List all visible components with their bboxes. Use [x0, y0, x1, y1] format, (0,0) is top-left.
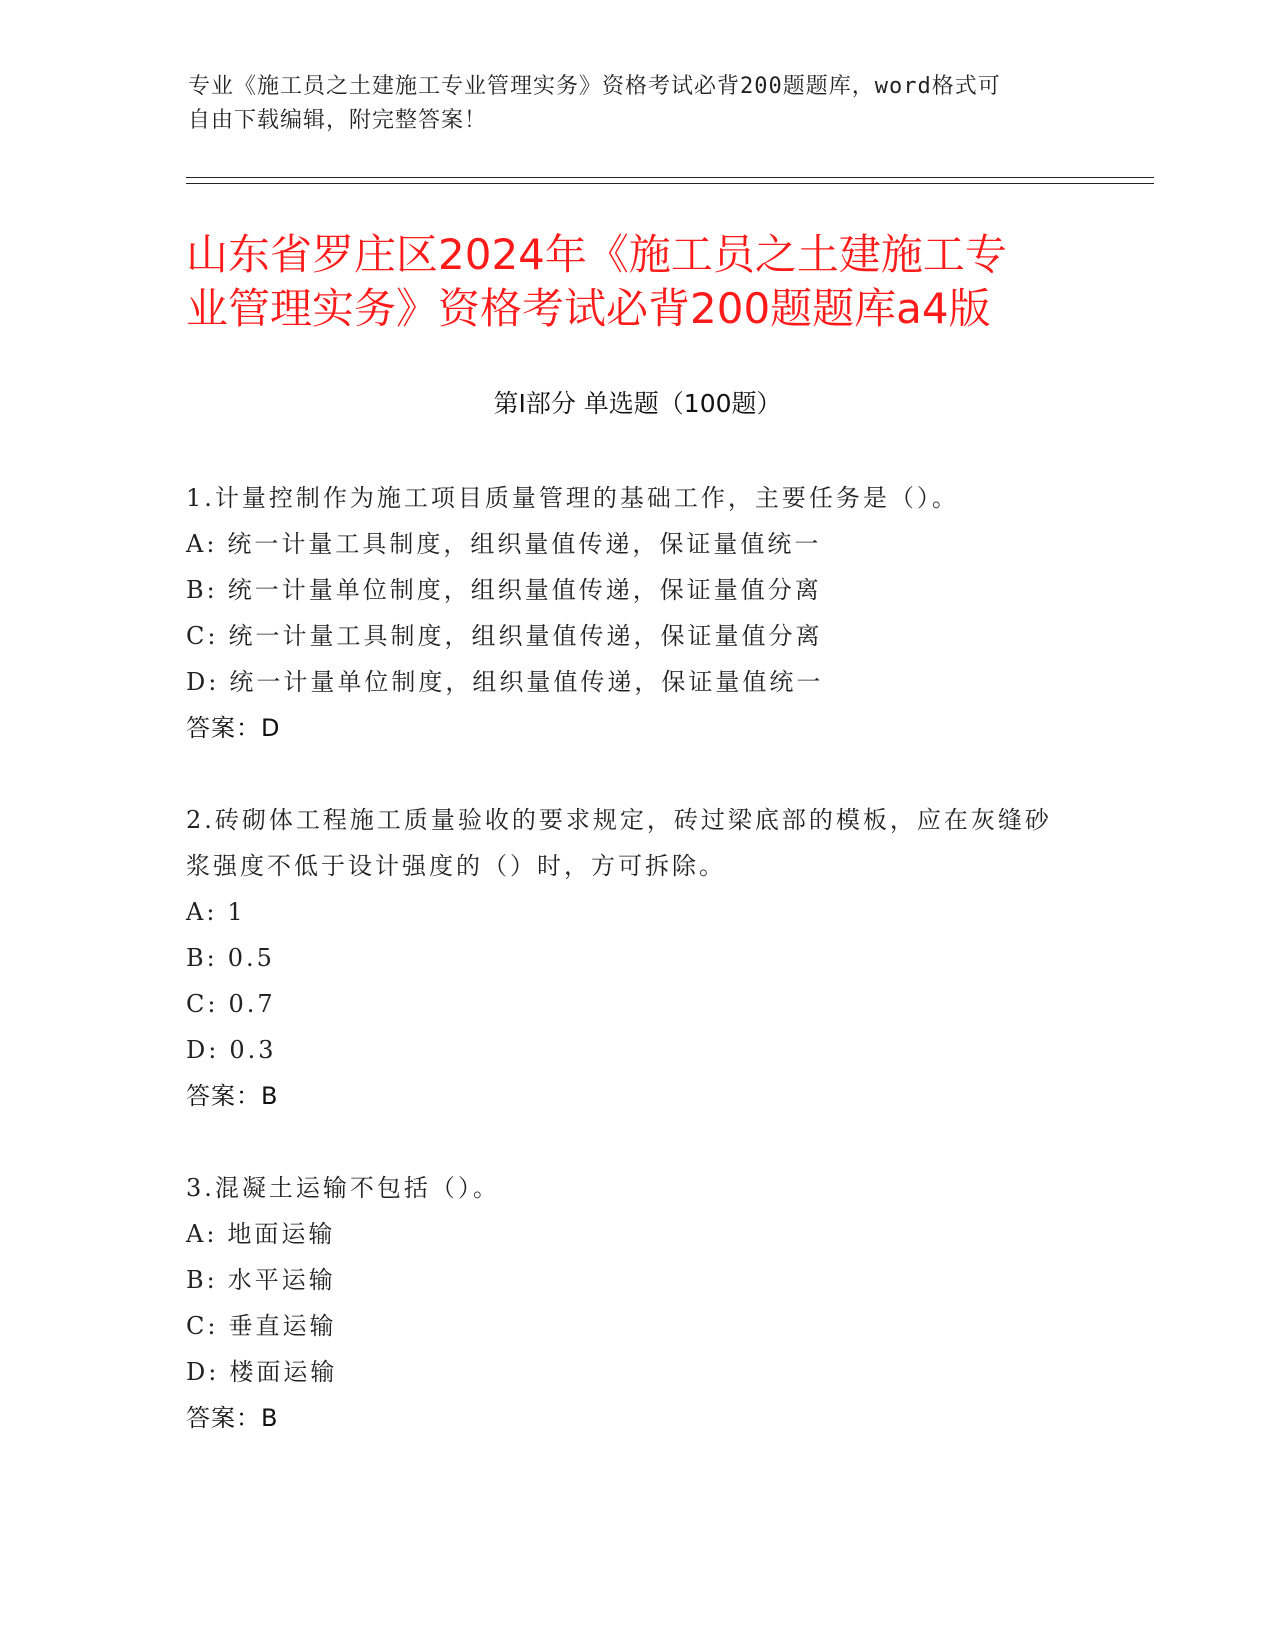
- option-b: [186, 935, 1076, 981]
- option-d: [186, 1349, 1076, 1395]
- option-key: B:: [186, 576, 218, 604]
- option-key: B:: [186, 944, 218, 972]
- option-key: C:: [186, 622, 219, 650]
- option-text: 0.7: [228, 990, 276, 1018]
- question-1: [186, 475, 1076, 751]
- option-key: A:: [186, 898, 218, 926]
- header-divider-bottom: [186, 183, 1154, 184]
- option-text: 1: [227, 898, 246, 926]
- option-a: [186, 1211, 1076, 1257]
- option-key: B:: [186, 1266, 218, 1294]
- document-title: [186, 228, 1126, 336]
- answer-line: 答案：B: [186, 1082, 279, 1110]
- option-text: 地面运输: [227, 1220, 336, 1248]
- option-b: [186, 567, 1076, 613]
- option-text: 统一计量单位制度，组织量值传递，保证量值统一: [229, 668, 824, 696]
- option-key: D:: [186, 668, 220, 696]
- option-text: 统一计量工具制度，组织量值传递，保证量值统一: [227, 530, 822, 558]
- question-3: [186, 1165, 1076, 1441]
- option-d: [186, 659, 1076, 705]
- option-key: A:: [186, 530, 218, 558]
- question-list: [186, 475, 1076, 1487]
- option-c: [186, 613, 1076, 659]
- option-a: [186, 889, 1076, 935]
- answer-line: 答案：D: [186, 714, 281, 742]
- option-text: 0.3: [229, 1036, 277, 1064]
- header-note-line-2: 自由下载编辑，附完整答案！: [188, 108, 488, 133]
- option-c: [186, 1303, 1076, 1349]
- option-text: 楼面运输: [229, 1358, 338, 1386]
- option-key: D:: [186, 1358, 220, 1386]
- option-text: 统一计量工具制度，组织量值传递，保证量值分离: [228, 622, 823, 650]
- document-title-line-2: 业管理实务》资格考试必背200题题库a4版: [186, 284, 991, 333]
- option-text: 统一计量单位制度，组织量值传递，保证量值分离: [227, 576, 822, 604]
- answer-line: 答案：B: [186, 1404, 279, 1432]
- question-text: 1.计量控制作为施工项目质量管理的基础工作，主要任务是（）。: [186, 484, 959, 512]
- option-d: [186, 1027, 1076, 1073]
- option-c: [186, 981, 1076, 1027]
- question-2: [186, 797, 1076, 1119]
- option-a: [186, 521, 1076, 567]
- document-title-line-1: 山东省罗庄区2024年《施工员之土建施工专: [186, 230, 1007, 279]
- option-key: C:: [186, 990, 219, 1018]
- question-text: 2.砖砌体工程施工质量验收的要求规定，砖过梁底部的模板，应在灰缝砂浆强度不低于设计强度的（）时，方可拆除。: [186, 806, 1052, 880]
- option-key: C:: [186, 1312, 219, 1340]
- option-key: D:: [186, 1036, 220, 1064]
- section-heading: 第Ⅰ部分 单选题（100题）: [493, 389, 782, 418]
- header-note-line-1: 专业《施工员之土建施工专业管理实务》资格考试必背200题题库，word格式可: [188, 74, 1001, 99]
- header-divider-top: [186, 177, 1154, 178]
- header-note: [188, 70, 1068, 138]
- option-key: A:: [186, 1220, 218, 1248]
- option-text: 0.5: [227, 944, 275, 972]
- option-text: 垂直运输: [228, 1312, 337, 1340]
- option-text: 水平运输: [227, 1266, 336, 1294]
- question-text: 3.混凝土运输不包括（）。: [186, 1174, 500, 1202]
- option-b: [186, 1257, 1076, 1303]
